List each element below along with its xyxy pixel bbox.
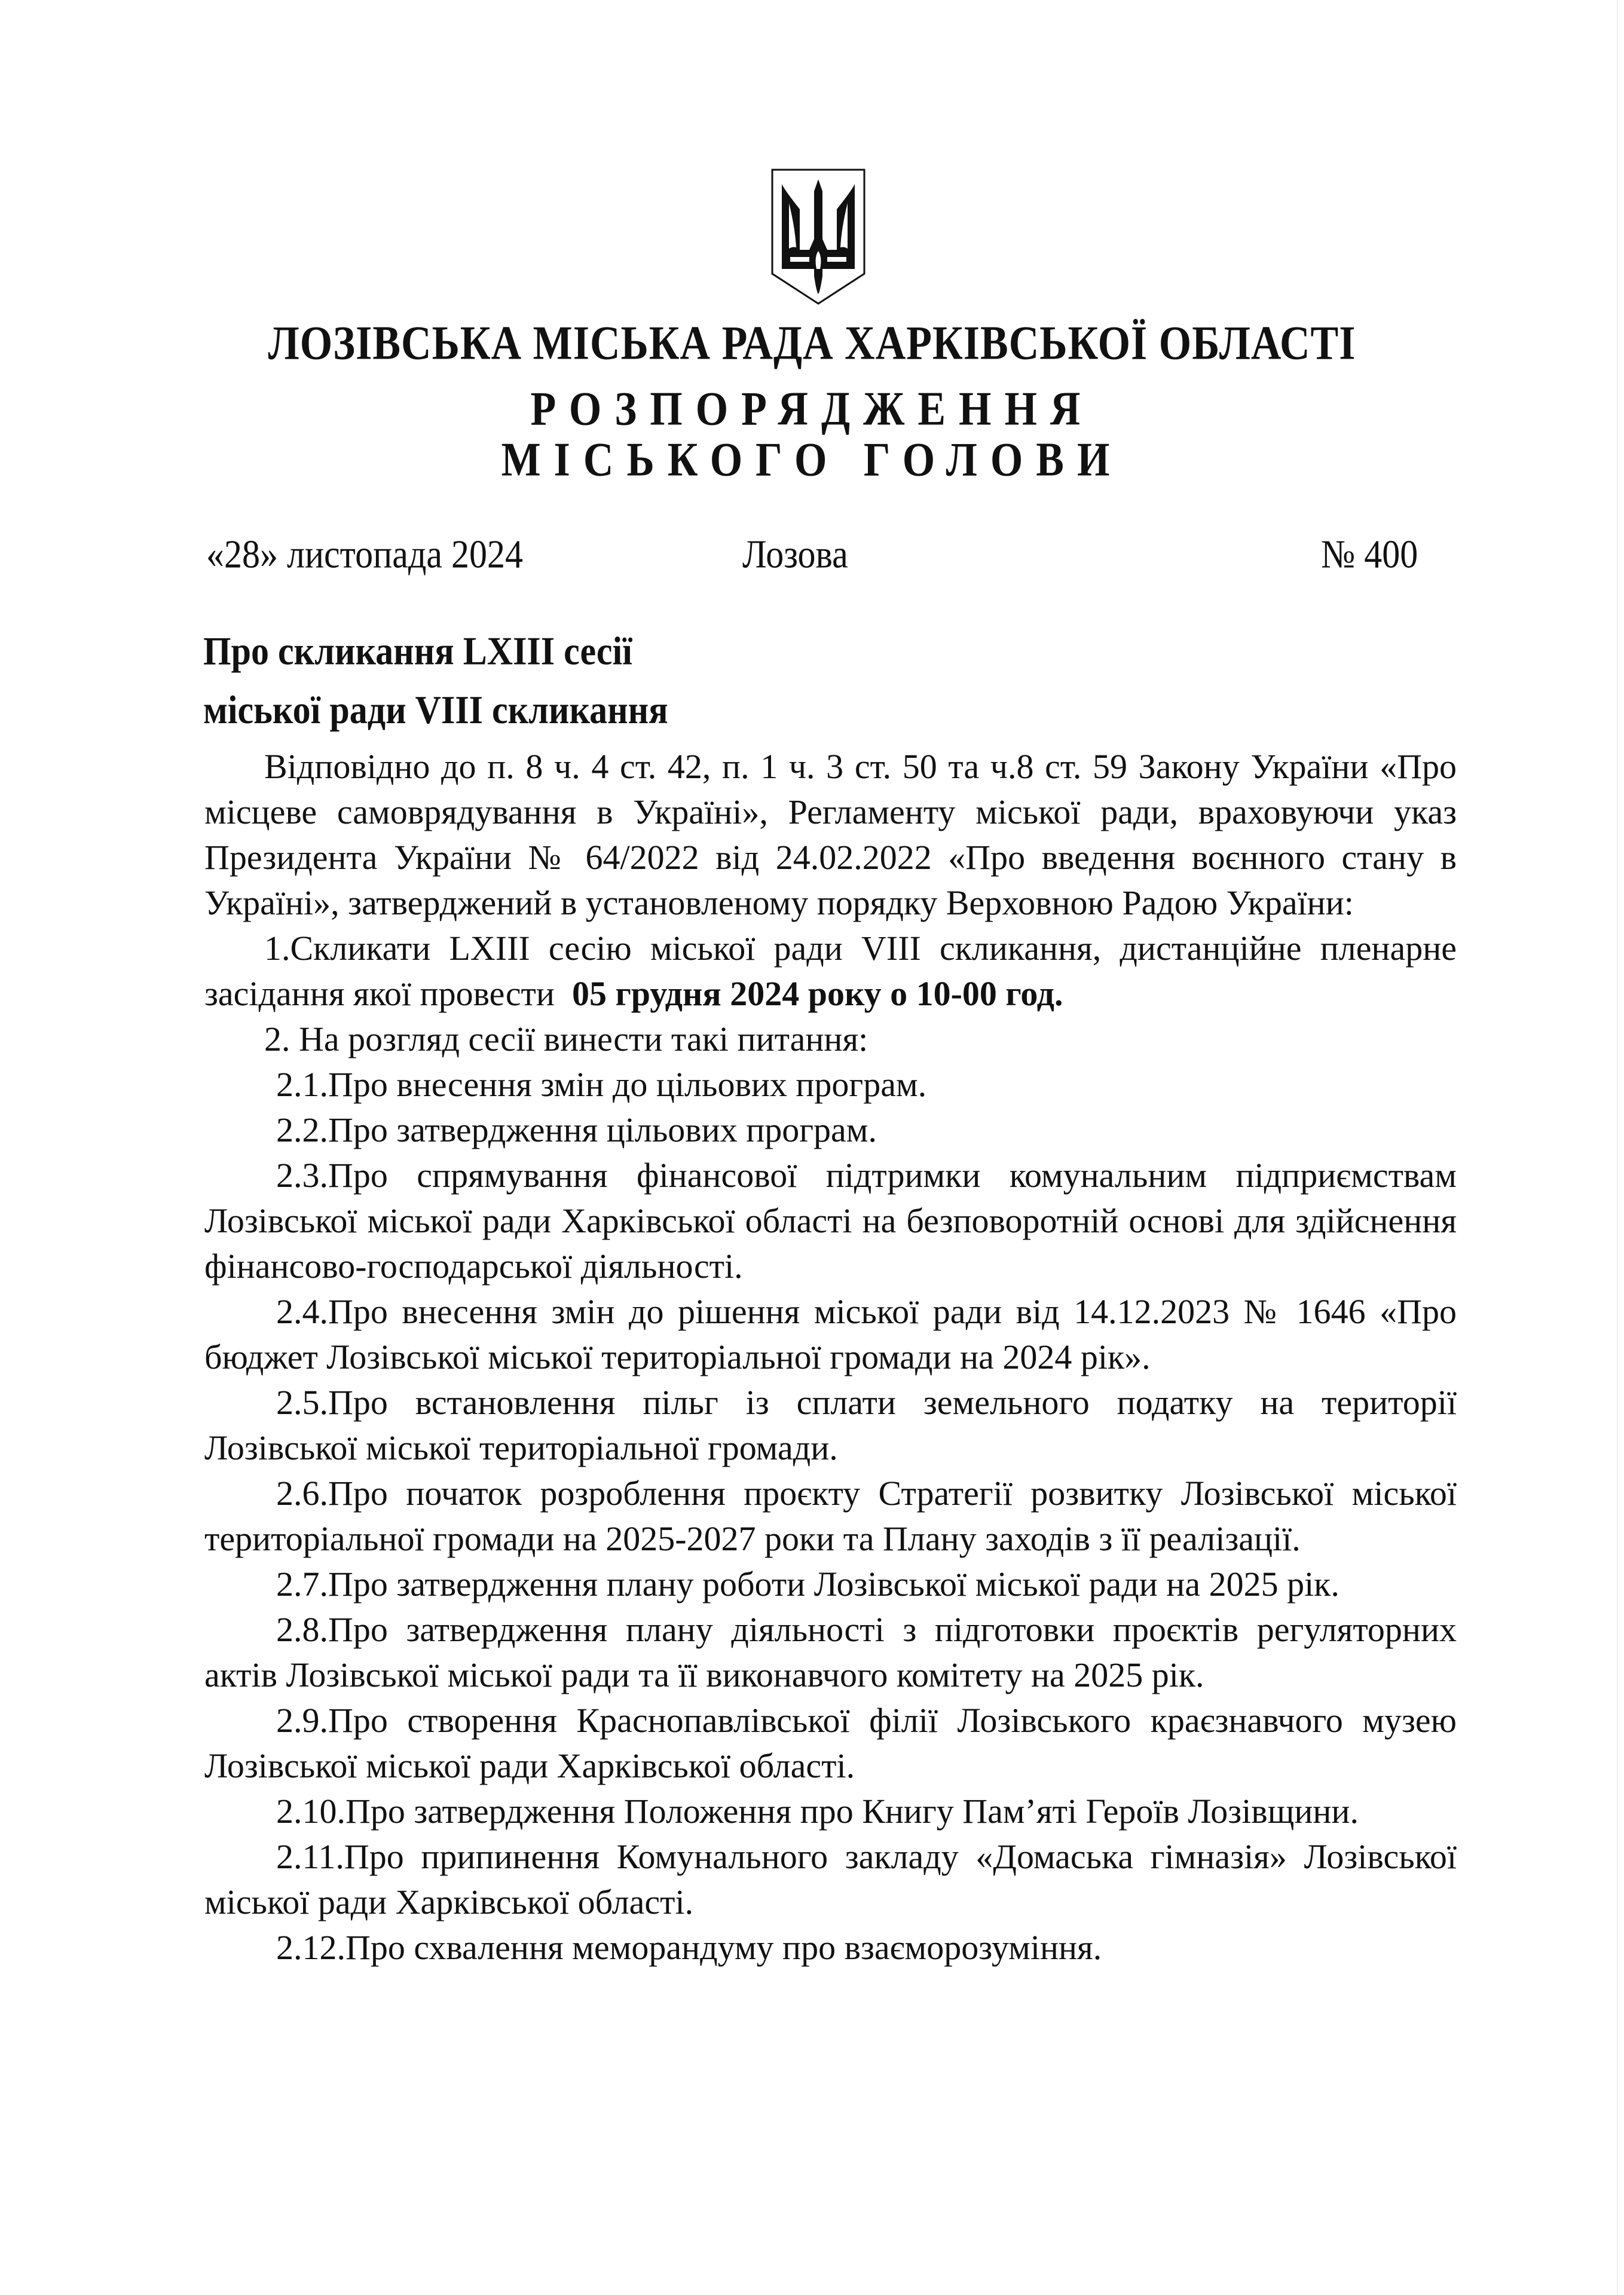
agenda-item: 2.7.Про затвердження плану роботи Лозівської міської ради на 2025 рік. (276, 1565, 1339, 1604)
agenda-item: 2.11.Про припинення Комунального закладу «Домаська гімназія» Лозівської міської ради Харківської області. (204, 1837, 1457, 1921)
agenda-item: 2.10.Про затвердження Положення про Книгу Пам’яті Героїв Лозівщини. (276, 1792, 1359, 1831)
document-number: № 400 (1321, 531, 1418, 576)
document-subject (203, 622, 668, 739)
document-issuer: МІСЬКОГО ГОЛОВИ (501, 433, 1123, 486)
subject-line-1: Про скликання LXIII сесії (203, 629, 632, 674)
agenda-item: 2.4.Про внесення змін до рішення міської ради від 14.12.2023 № 1646 «Про бюджет Лозівської міської територіальної громади на 2024 рік». (204, 1292, 1457, 1376)
agenda-item: 2.1.Про внесення змін до цільових програм. (276, 1065, 927, 1104)
agenda-item: 2.6.Про початок розроблення проєкту Стратегії розвитку Лозівської міської територіальної громади на 2025-2027 роки та Плану заходів з її реалізації. (204, 1474, 1457, 1558)
organization-name: ЛОЗІВСЬКА МІСЬКА РАДА ХАРКІВСЬКОЇ ОБЛАСТІ (268, 317, 1356, 370)
agenda-item: 2.2.Про затвердження цільових програм. (276, 1110, 877, 1149)
point-1-text: 1.Скликати LXIII сесію міської ради VIII скликання, дистанційне пленарне засідання якої провести (204, 929, 1457, 1013)
document-type: РОЗПОРЯДЖЕННЯ (530, 382, 1094, 436)
agenda-item: 2.3.Про спрямування фінансової підтримки комунальним підприємствам Лозівської міської ради Харківської області на безповоротній основі для здійснення фінансово-господарської діяльності. (204, 1156, 1457, 1286)
document-date: «28» листопада 2024 (206, 531, 524, 576)
point-2-paragraph: 2. На розгляд сесії винести такі питання: (264, 1020, 868, 1058)
point-1-paragraph (204, 926, 1457, 1017)
agenda-item: 2.8.Про затвердження плану діяльності з підготовки проєктів регуляторних актів Лозівської міської ради та її виконавчого комітету на 2025 рік. (204, 1610, 1457, 1694)
subject-line-2: міської ради VIII скликання (203, 687, 668, 732)
agenda-item: 2.12.Про схвалення меморандуму про взаєморозуміння. (276, 1928, 1102, 1967)
agenda-item: 2.9.Про створення Краснопавлівської філії Лозівського краєзнавчого музею Лозівської міської ради Харківської області. (204, 1701, 1457, 1785)
session-datetime: 05 грудня 2024 року о 10-00 год. (571, 974, 1063, 1013)
preamble-paragraph: Відповідно до п. 8 ч. 4 ст. 42, п. 1 ч. 3 ст. 50 та ч.8 ст. 59 Закону України «Про місцеве самоврядування в Україні», Регламенту міської ради, враховуючи указ Президента України № 64/2022 від 24.02.2022 «Про введення воєнного стану в Україні», затверджений в установленому порядку Верховною Радою України: (204, 747, 1457, 922)
document-city: Лозова (742, 531, 848, 576)
trident-coat-of-arms-icon (770, 167, 867, 306)
document-body (204, 744, 1457, 1970)
agenda-item: 2.5.Про встановлення пільг із сплати земельного податку на території Лозівської міської територіальної громади. (204, 1383, 1457, 1467)
